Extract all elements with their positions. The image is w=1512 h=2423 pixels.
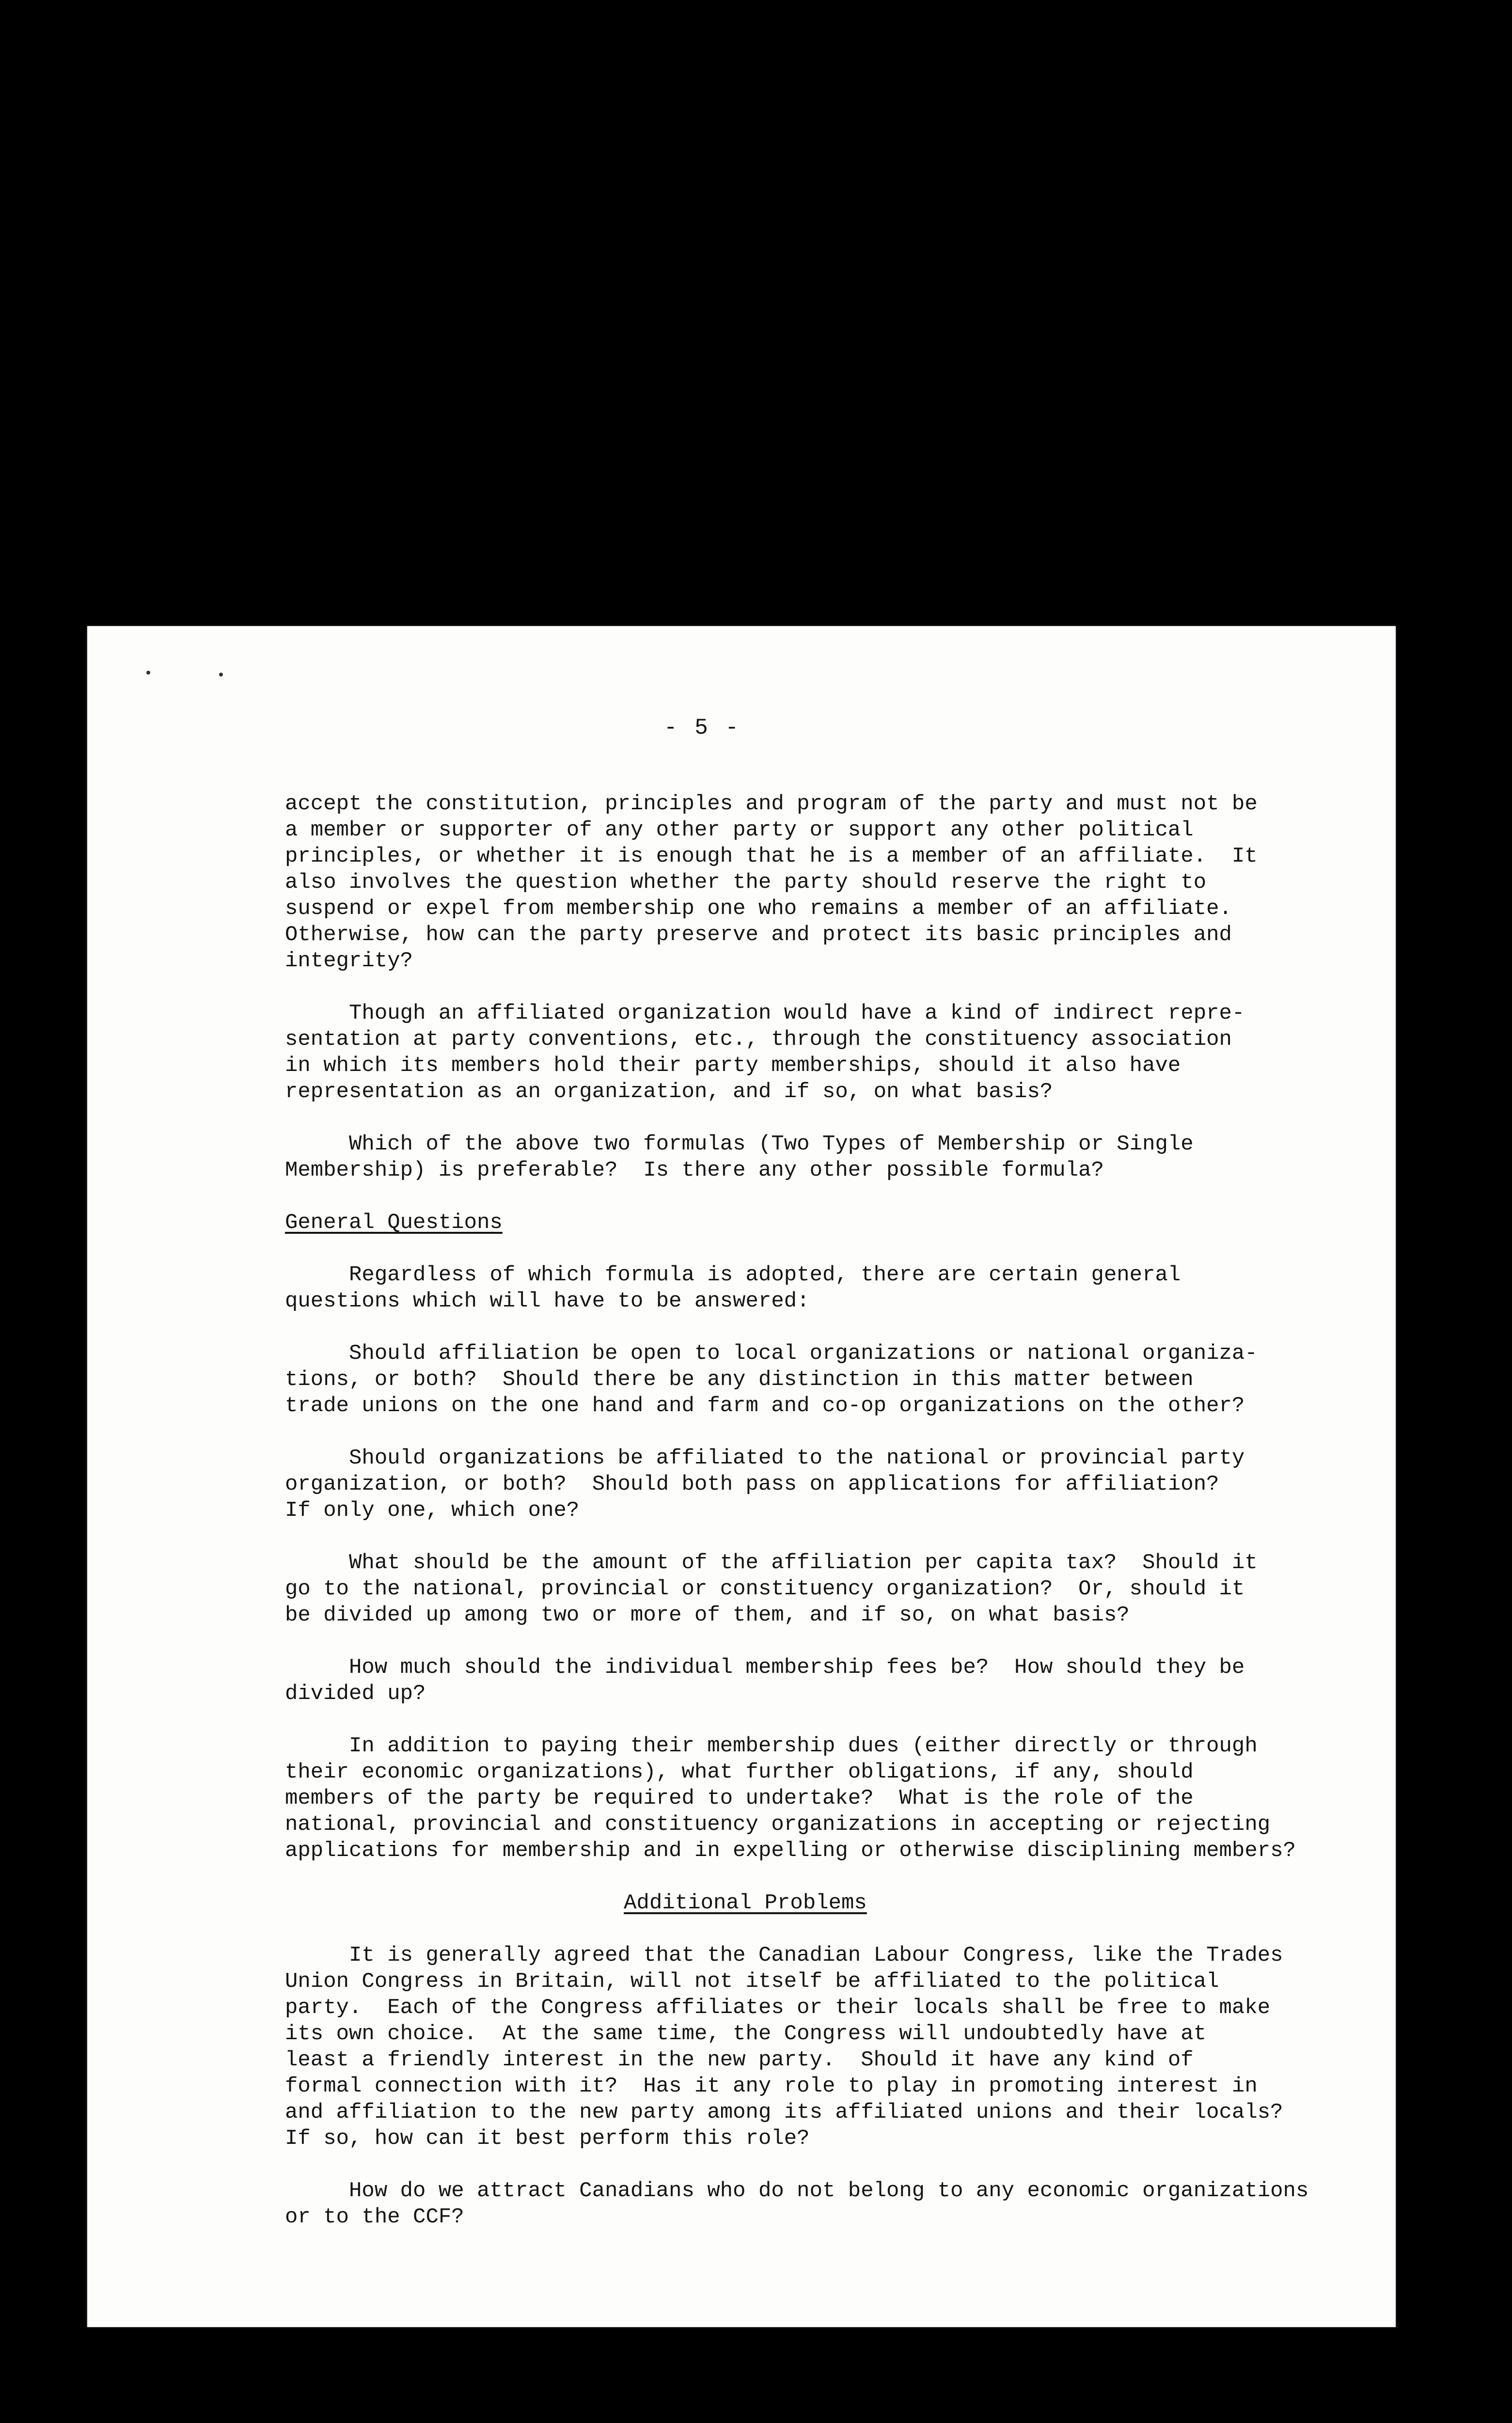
- paragraph: Regardless of which formula is adopted, there are certain general questions which will have to be answered:: [285, 1263, 1181, 1313]
- paragraph: Though an affiliated organization would have a kind of indirect repre- sentation at party conventions, etc., through the constituency association in which its members hold their party memberships, should it also have representation as an organization, and if so, on what basis?: [285, 1001, 1245, 1104]
- paragraph: It is generally agreed that the Canadian Labour Congress, like the Trades Union Congress in Britain, will not itself be affiliated to the political party. Each of the Congress affiliates or their locals shall be free to make its own choice. At the same time, the Congress will undoubtedly have at least a friendly interest in the new party. Should it have any kind of formal connection with it? Has it any role to play in promoting interest in and affiliation to the new party among its affiliated unions and their locals? If so, how can it best perform this role?: [285, 1943, 1283, 2151]
- dust-speck: [146, 671, 150, 675]
- paragraph: In addition to paying their membership dues (either directly or through their economic organizations), what further obligations, if any, should members of the party be required to undertake? What is the role of the national, provincial and constituency organizations in accepting or rejecting applications for membership and in expelling or otherwise disciplining members?: [285, 1734, 1296, 1863]
- paragraph: Which of the above two formulas (Two Types of Membership or Single Membership) is preferable? Is there any other possible formula?: [285, 1132, 1194, 1182]
- dust-speck: [219, 673, 223, 677]
- paragraph: How much should the individual membership fees be? How should they be divided up?: [285, 1655, 1245, 1706]
- section-heading: Additional Problems: [624, 1891, 867, 1915]
- page-content: [285, 791, 1400, 2256]
- paragraph: What should be the amount of the affiliation per capita tax? Should it go to the national, provincial or constituency organization? Or, should it be divided up among two or more of them, and if so, on what basis?: [285, 1551, 1258, 1627]
- paragraph: Should organizations be affiliated to the national or provincial party organization, or both? Should both pass on applications for affiliation? If only one, which one?: [285, 1446, 1245, 1523]
- section-heading: General Questions: [285, 1211, 503, 1235]
- paragraph: accept the constitution, principles and program of the party and must not be a member or supporter of any other party or support any other political principles, or whether it is enough that he is a member of an affiliate. It also involves the question whether the party should reserve the right to suspend or expel from membership one who remains a member of an affiliate. Otherwise, how can the party preserve and protect its basic principles and integrity?: [285, 792, 1258, 973]
- paragraph: Should affiliation be open to local organizations or national organiza- tions, or both? Should there be any distinction in this matter between trade unions on the one hand and farm and co-op organizations on the other?: [285, 1341, 1258, 1418]
- page-number: - 5 -: [664, 715, 741, 740]
- document-page: [87, 626, 1396, 2327]
- paragraph: How do we attract Canadians who do not belong to any economic organizations or to the CCF?: [285, 2179, 1309, 2229]
